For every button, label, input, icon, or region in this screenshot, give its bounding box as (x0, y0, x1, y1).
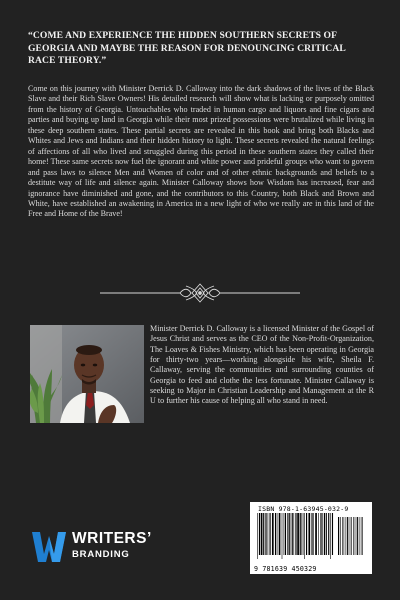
author-bio: Minister Derrick D. Calloway is a licensed Minister of the Gospel of Jesus Christ and serves as the CEO of the Non-Profit-Organization, The Loaves & Fishes Ministry, which has been operating in Georgia for thirty-two years—working alongside his wife, Sheila F. Callaway, serving the communities and surrounding counties of Georgia to feed and clothe the less fortunate. Minister Callaway is seeking to Major in Christian Leadership and Management at the R U to further his cause of helping all who stand in need. (150, 324, 374, 406)
barcode-bar (275, 513, 276, 555)
barcode-bar (263, 513, 264, 555)
barcode-bar (311, 513, 312, 555)
barcode-bar (289, 513, 290, 555)
isbn-barcode (250, 502, 372, 574)
barcode-bar (300, 513, 301, 555)
barcode-bar (321, 513, 322, 555)
barcode-digits: 9 781639 450329 (254, 565, 317, 573)
barcode-bars (256, 513, 366, 563)
barcode-addon-bar (353, 517, 354, 555)
barcode-addon-bar (346, 517, 347, 555)
barcode-bar (315, 513, 317, 555)
barcode-bar (313, 513, 314, 555)
barcode-bar (304, 513, 305, 559)
barcode-bar (324, 513, 325, 555)
barcode-bar (297, 513, 299, 555)
barcode-bar (284, 513, 285, 555)
barcode-addon-bar (338, 517, 339, 555)
barcode-addon-bar (361, 517, 362, 555)
publisher-logo (30, 522, 180, 572)
barcode-bar (306, 513, 307, 555)
barcode-bar (303, 513, 304, 555)
barcode-addon-bar (359, 517, 360, 555)
synopsis-paragraph: Come on this journey with Minister Derrick D. Calloway into the dark shadows of the lives of the Black Slave and their Rich Slave Owners! His detailed research will show what is lacking or purposely omitted from the history of Georgia. Untouchables who traded in human cargo and liquors and fine cigars and parties and buying up land in Georgia while their most prized possessions were brutalized while living in these deep southern states. These partial secrets are revealed in this book and bring both Blacks and Whites and Jews and Indians and their hidden history to light. These secrets revealed the natural feelings of affections of all who lived and struggled during this period in these southern states they called their home! These same secrets now fuel the ignorant and white power and prideful groups who want to govern and pass laws to silence Men and Women of color and of other ethnic backgrounds and beliefs to a destitute way of life and silence again. Minister Calloway shows how Wisdom has increased, fear and ignorance have diminished and gone, and the contributors to this Country, both Black and Brown and White, have established an awakening in America in a new light of who we really are in this land of the Free and Home of the Brave! (28, 84, 374, 219)
ornament-divider (100, 282, 300, 304)
author-photo (30, 325, 144, 423)
barcode-bar (272, 513, 274, 555)
writers-branding-logo-icon (30, 526, 68, 566)
author-photo-illustration (30, 325, 144, 423)
barcode-bar (332, 513, 333, 555)
barcode-bar (279, 513, 281, 555)
barcode-bar (282, 513, 283, 559)
barcode-bar (270, 513, 271, 555)
barcode-addon-bar (340, 517, 341, 555)
barcode-bar (285, 513, 286, 555)
barcode-bar (277, 513, 278, 555)
barcode-bar (302, 513, 303, 555)
barcode-addon-bar (344, 517, 345, 555)
barcode-bar (268, 513, 269, 555)
publisher-subname: BRANDING (72, 549, 130, 560)
barcode-bar (320, 513, 321, 555)
isbn-label: ISBN 978-1-63945-032-9 (258, 505, 349, 513)
barcode-bar (292, 513, 293, 555)
barcode-bar (257, 513, 258, 559)
barcode-bar (287, 513, 288, 555)
barcode-bar (294, 513, 295, 555)
barcode-addon-bar (347, 517, 348, 555)
barcode-bar (266, 513, 267, 555)
barcode-bar (330, 513, 331, 559)
barcode-addon-bar (350, 517, 351, 555)
barcode-addon-bar (342, 517, 343, 555)
barcode-bar (328, 513, 329, 555)
barcode-bar (295, 513, 296, 555)
barcode-bar (318, 513, 319, 555)
barcode-addon-bar (355, 517, 356, 555)
barcode-bar (259, 513, 260, 555)
publisher-name: WRITERS’ (72, 530, 152, 547)
barcode-addon-bar (362, 517, 363, 555)
headline-quote: “COME AND EXPERIENCE THE HIDDEN SOUTHERN SECRETS OF GEORGIA AND MAYBE THE REASON FOR DENOUNCING CRITICAL RACE THEORY.” (28, 30, 346, 66)
barcode-bar (326, 513, 327, 555)
barcode-bar (308, 513, 310, 555)
barcode-addon-bar (357, 517, 358, 555)
barcode-addon-bar (351, 517, 352, 555)
barcode-bar (261, 513, 263, 555)
barcode-bar (265, 513, 266, 555)
